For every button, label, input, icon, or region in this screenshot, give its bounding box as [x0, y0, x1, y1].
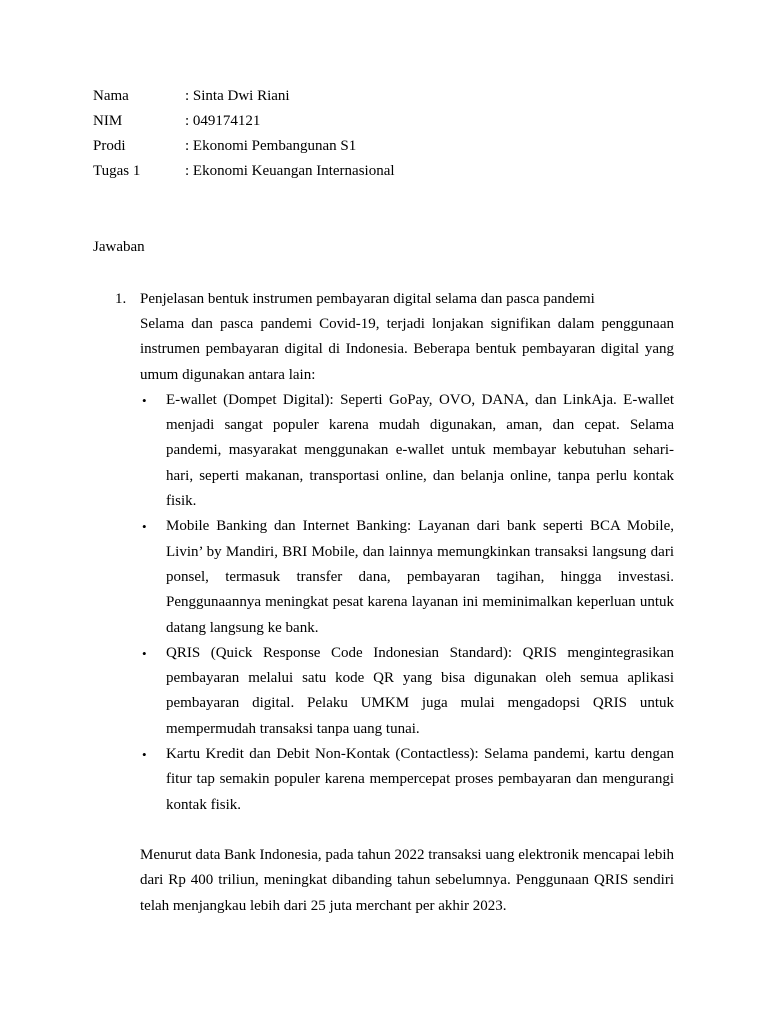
list-item-text: QRIS (Quick Response Code Indonesian Standard): QRIS mengintegrasikan pembayaran melalui satu kode QR yang bisa digunakan oleh semua aplikasi pembayaran digital. Pelaku UMKM juga mulai mengadopsi QRIS untuk mempermudah transaksi tanpa uang tunai.: [166, 644, 674, 737]
info-row-nama: [93, 86, 653, 111]
info-row-prodi: [93, 136, 653, 161]
question-title: [93, 287, 674, 312]
info-row-nim: [93, 111, 653, 136]
list-item: [142, 388, 674, 514]
list-item-text: E-wallet (Dompet Digital): Seperti GoPay, OVO, DANA, dan LinkAja. E-wallet menjadi sangat populer karena mudah digunakan, aman, dan cepat. Selama pandemi, masyarakat menggunakan e-wallet untuk membayar kebutuhan sehari-hari, seperti makanan, transportasi online, dan belanja online, tanpa perlu kontak fisik.: [166, 391, 674, 510]
answer-content: [93, 287, 674, 919]
info-value: : Sinta Dwi Riani: [185, 88, 290, 104]
info-label: Tugas 1: [93, 163, 141, 179]
info-value: : Ekonomi Keuangan Internasional: [185, 163, 395, 179]
closing-paragraph: Menurut data Bank Indonesia, pada tahun 2022 transaksi uang elektronik mencapai lebih dari Rp 400 triliun, meningkat dibanding tahun sebelumnya. Penggunaan QRIS sendiri telah menjangkau lebih dari 25 juta merchant per akhir 2023.: [140, 846, 675, 914]
bullet-icon: •: [142, 747, 147, 763]
list-item: [142, 742, 674, 818]
info-label: Nama: [93, 88, 129, 104]
list-item: [142, 641, 674, 742]
bullet-list: [93, 388, 674, 818]
info-row-tugas: [93, 161, 653, 186]
info-label: NIM: [93, 113, 123, 129]
intro-paragraph: Selama dan pasca pandemi Covid-19, terjadi lonjakan signifikan dalam penggunaan instrumen pembayaran digital di Indonesia. Beberapa bentuk pembayaran digital yang umum digunakan antara lain:: [140, 316, 674, 383]
bullet-icon: •: [142, 519, 147, 535]
info-label: Prodi: [93, 138, 126, 154]
answer-heading: Jawaban: [93, 239, 145, 255]
info-value: : 049174121: [185, 113, 261, 129]
question-number: 1.: [115, 291, 127, 307]
student-info: [93, 86, 653, 186]
list-item-text: Kartu Kredit dan Debit Non-Kontak (Contactless): Selama pandemi, kartu dengan fitur tap semakin populer karena mempercepat proses pembayaran dan mengurangi kontak fisik.: [166, 746, 674, 813]
question-title-text: Penjelasan bentuk instrumen pembayaran digital selama dan pasca pandemi: [140, 291, 595, 307]
bullet-icon: •: [142, 645, 147, 661]
list-item-text: Mobile Banking dan Internet Banking: Layanan dari bank seperti BCA Mobile, Livin’ by Mandiri, BRI Mobile, dan lainnya memungkinkan transaksi langsung dari ponsel, termasuk transfer dana, pembayaran tagihan, hingga investasi. Penggunaannya meningkat pesat karena layanan ini meminimalkan keperluan untuk datang langsung ke bank.: [166, 518, 674, 636]
list-item: [142, 514, 674, 640]
bullet-icon: •: [142, 392, 147, 408]
info-value: : Ekonomi Pembangunan S1: [185, 138, 357, 154]
